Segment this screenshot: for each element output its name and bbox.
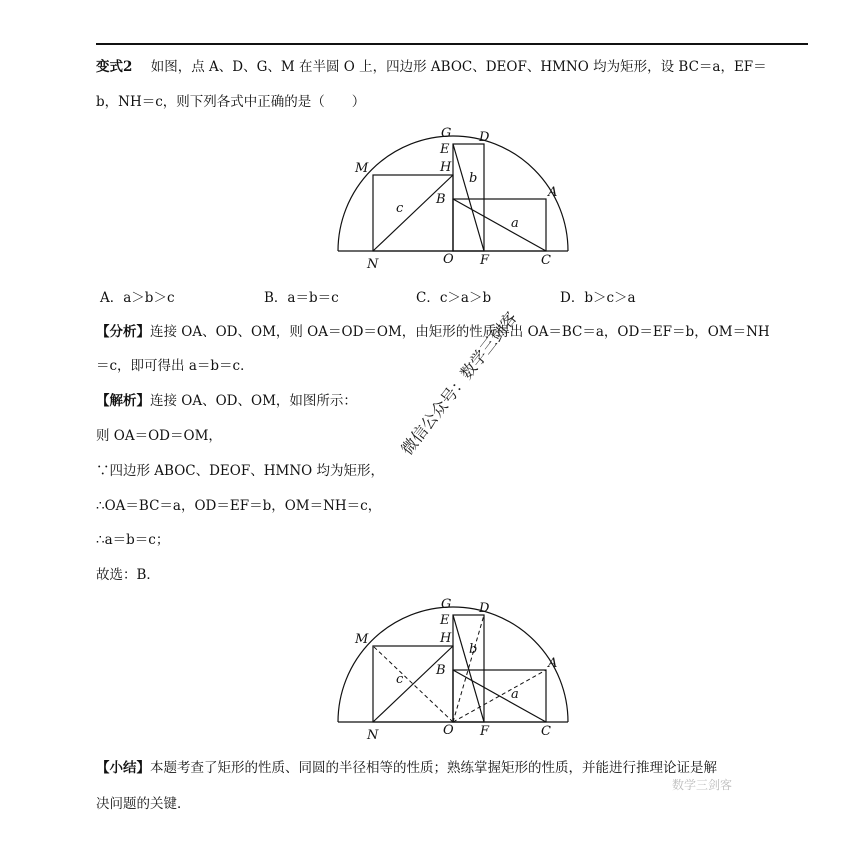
label-D: D (479, 130, 490, 145)
summary-tag: 【小结】 (96, 760, 150, 776)
diagonal-NH (373, 175, 453, 251)
solution-text-1: 连接 OA、OD、OM，如图所示： (150, 393, 357, 409)
summary-text-1: 本题考查了矩形的性质、同圆的半径相等的性质；熟练掌握矩形的性质，并能进行推理论证是解 (150, 760, 717, 776)
label2-F: F (480, 724, 490, 739)
label-A: A (548, 185, 558, 200)
header-rule (96, 43, 808, 45)
label-N: N (367, 257, 379, 270)
label2-C: C (541, 724, 551, 739)
label2-a: a (511, 687, 519, 702)
watermark-diagonal: 微信公众号：数学三剑客 (397, 308, 521, 459)
figure-1 (330, 120, 590, 270)
diagonal-EF (453, 144, 484, 251)
watermark-corner: 数学三剑客 (672, 778, 733, 792)
analysis-tag: 【分析】 (96, 324, 150, 340)
label-C: C (541, 253, 551, 268)
label-B: B (436, 192, 446, 207)
label2-A: A (548, 656, 558, 671)
label2-c: c (396, 672, 404, 687)
solution-line-2: 则 OA＝OD＝OM， (96, 428, 222, 444)
problem-text-1: 如图，点 A、D、G、M 在半圆 O 上，四边形 ABOC、DEOF、HMNO 均为矩形，设 BC＝a，EF＝ (150, 59, 767, 75)
label-H: H (440, 160, 452, 175)
problem-line-1 (96, 55, 767, 75)
summary-line-1 (96, 756, 717, 776)
option-a: A．a＞b＞c (100, 290, 175, 306)
solution-tag: 【解析】 (96, 393, 150, 409)
solution-line-6: 故选：B． (96, 567, 160, 583)
label-E: E (440, 142, 450, 157)
label2-B: B (436, 663, 446, 678)
label-a: a (511, 216, 519, 231)
solution-line-4: ∴OA＝BC＝a，OD＝EF＝b，OM＝NH＝c， (96, 498, 382, 514)
label2-b: b (469, 642, 478, 657)
label2-M: M (355, 632, 369, 647)
label2-H: H (440, 631, 452, 646)
figure-2 (330, 590, 590, 740)
label-b: b (469, 171, 478, 186)
label2-O: O (443, 723, 454, 738)
option-c: C．c＞a＞b (416, 290, 492, 306)
label-G: G (441, 126, 452, 141)
diagonal-BC (453, 199, 546, 251)
solution-line-3: ∵四边形 ABOC、DEOF、HMNO 均为矩形， (96, 463, 384, 479)
label-F: F (480, 253, 490, 268)
analysis-line-1 (96, 320, 770, 340)
label2-G: G (441, 597, 452, 612)
solution-line-5: ∴a＝b＝c； (96, 532, 170, 548)
problem-tag: 变式2 (96, 59, 133, 75)
solution-line-1 (96, 389, 357, 409)
label-c: c (396, 201, 404, 216)
analysis-line-2: ＝c，即可得出 a＝b＝c． (96, 358, 254, 374)
option-d: D．b＞c＞a (560, 290, 636, 306)
label-O: O (443, 252, 454, 267)
problem-line-2: b，NH＝c，则下列各式中正确的是（ ） (96, 94, 366, 110)
summary-line-2: 决问题的关键． (96, 796, 191, 812)
analysis-text-1: 连接 OA、OD、OM，则 OA＝OD＝OM，由矩形的性质得出 OA＝BC＝a，OD＝EF＝b，OM＝NH (150, 324, 770, 340)
label-M: M (355, 161, 369, 176)
option-b: B．a＝b＝c (264, 290, 339, 306)
label2-N: N (367, 728, 379, 740)
label2-E: E (440, 613, 450, 628)
label2-D: D (479, 601, 490, 616)
